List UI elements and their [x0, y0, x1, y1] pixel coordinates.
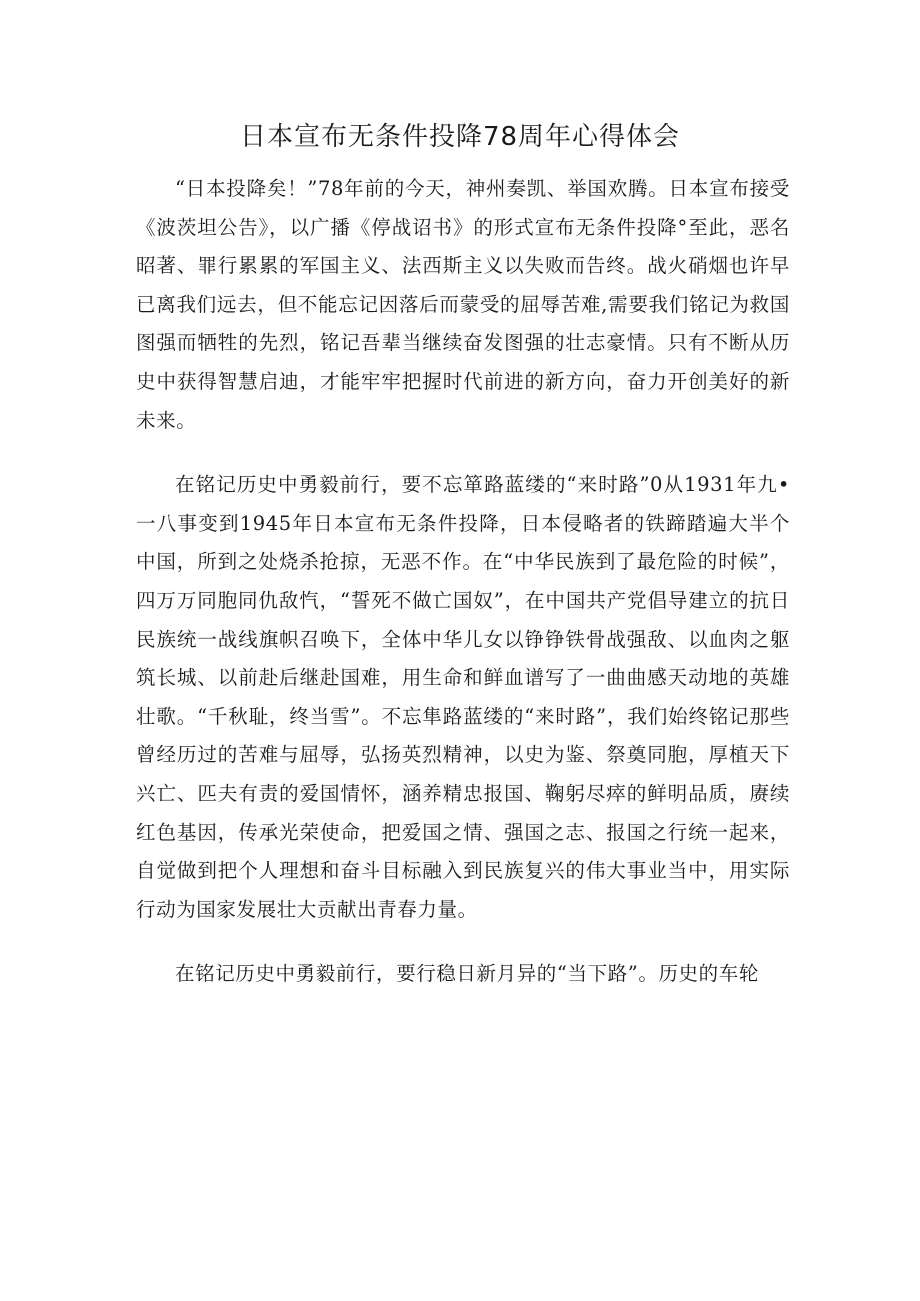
paragraph-3: 在铭记历史中勇毅前行，要行稳日新月异的“当下路”。历史的车轮: [175, 962, 759, 986]
paragraph-2: 在铭记历史中勇毅前行，要不忘箪路蓝缕的“来时路”0从1931年九•一八事变到1945年日本宣布无条件投降，日本侵略者的铁蹄踏遍大半个中国，所到之处烧杀抢掠，无恶不作。在“中华民族到了最危险的时候”，四万万同胞同仇敌忾，“誓死不做亡国奴”，在中国共产党倡导建立的抗日民族统一战线旗帜召唤下，全体中华儿女以铮铮铁骨战强敌、以血肉之躯筑长城、以前赴后继赴国难，用生命和鲜血谱写了一曲曲感天动地的英雄壮歌。“千秋耻，终当雪”。不忘隼路蓝缕的“来时路”，我们始终铭记那些曾经历过的苦难与屈辱，弘扬英烈精神，以史为鉴、祭奠同胞，厚植天下兴亡、匹夫有责的爱国情怀，涵养精忠报国、鞠躬尽瘁的鲜明品质，赓续红色基因，传承光荣使命，把爱国之情、强国之志、报国之行统一起来，自觉做到把个人理想和奋斗目标融入到民族复兴的伟大事业当中，用实际行动为国家发展壮大贡献出青春力量。: [136, 473, 790, 921]
paragraph-1: “日本投降矣！”78年前的今天，神州奏凯、举国欢腾。日本宣布接受《波茨坦公告》，以广播《停战诏书》的形式宣布无条件投降°至此，恶名昭著、罪行累累的军国主义、法西斯主义以失败而告终。战火硝烟也许早已离我们远去，但不能忘记因落后而蒙受的屈辱苦难,需要我们铭记为救国图强而牺牲的先烈，铭记吾辈当继续奋发图强的壮志豪情。只有不断从历史中获得智慧启迪，才能牢牢把握时代前进的新方向，奋力开创美好的新未来。: [136, 177, 790, 432]
document-title: 日本宣布无条件投降78周年心得体会: [239, 122, 681, 152]
document-body: [136, 170, 790, 994]
